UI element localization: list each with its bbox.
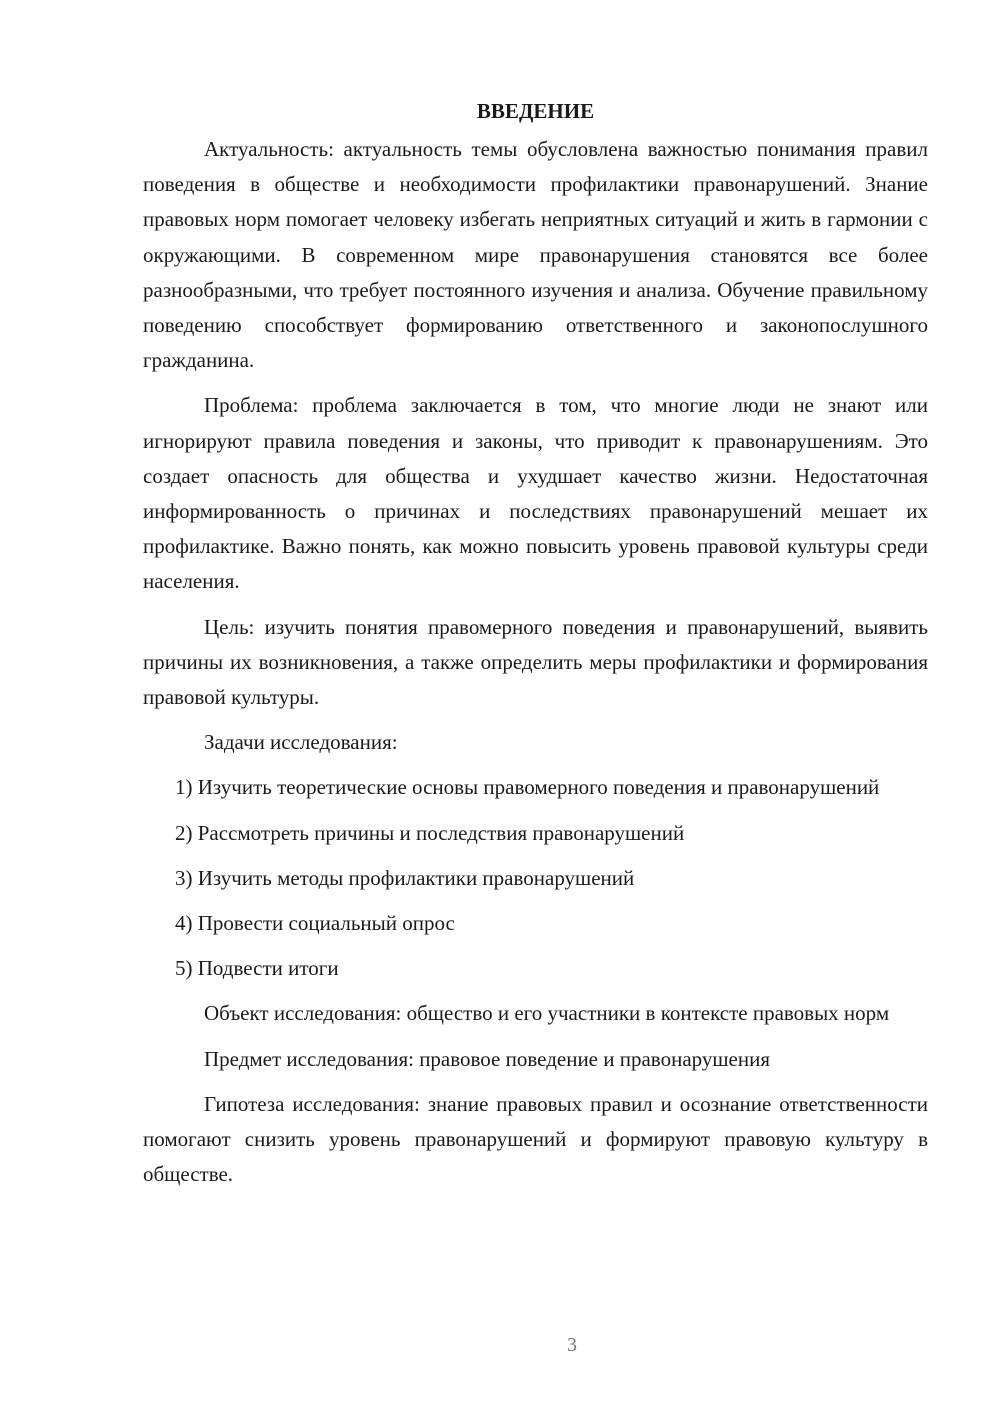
paragraph-subject: Предмет исследования: правовое поведение и правонарушения xyxy=(204,1046,770,1071)
paragraph-object: Объект исследования: общество и его участники в контексте правовых норм xyxy=(204,1001,890,1026)
task-item-1: 1) Изучить теоретические основы правомерного поведения и правонарушений xyxy=(175,775,880,800)
paragraph-hypothesis: Гипотеза исследования: знание правовых правил и осознание ответственности помогают снизить уровень правонарушений и формируют правовую культуру в обществе. xyxy=(143,1091,928,1187)
tasks-heading: Задачи исследования: xyxy=(204,730,398,755)
paragraph-relevance: Актуальность: актуальность темы обусловлена важностью понимания правил поведения в обществе и необходимости профилактики правонарушений. Знание правовых норм помогает человеку избегать неприятных ситуаций и жить в гармонии с окружающими. В современном мире правонарушения становятся все более разнообразными, что требует постоянного изучения и анализа. Обучение правильному поведению способствует формированию ответственного и законопослушного гражданина. xyxy=(143,137,928,373)
section-title: ВВЕДЕНИЕ xyxy=(476,99,595,123)
document-page xyxy=(143,94,928,1202)
paragraph-problem: Проблема: проблема заключается в том, что многие люди не знают или игнорируют правила поведения и законы, что приводит к правонарушениям. Это создает опасность для общества и ухудшает качество жизни. Недостаточная информированность о причинах и последствиях правонарушений мешает их профилактике. Важно понять, как можно повысить уровень правовой культуры среди населения. xyxy=(143,393,928,594)
task-item-5: 5) Подвести итоги xyxy=(175,956,339,981)
task-item-3: 3) Изучить методы профилактики правонарушений xyxy=(175,865,635,890)
paragraph-goal: Цель: изучить понятия правомерного поведения и правонарушений, выявить причины их возникновения, а также определить меры профилактики и формирования правовой культуры. xyxy=(143,614,928,710)
task-item-4: 4) Провести социальный опрос xyxy=(175,911,455,936)
task-item-2: 2) Рассмотреть причины и последствия правонарушений xyxy=(175,820,685,845)
page-number: 3 xyxy=(567,1334,577,1356)
